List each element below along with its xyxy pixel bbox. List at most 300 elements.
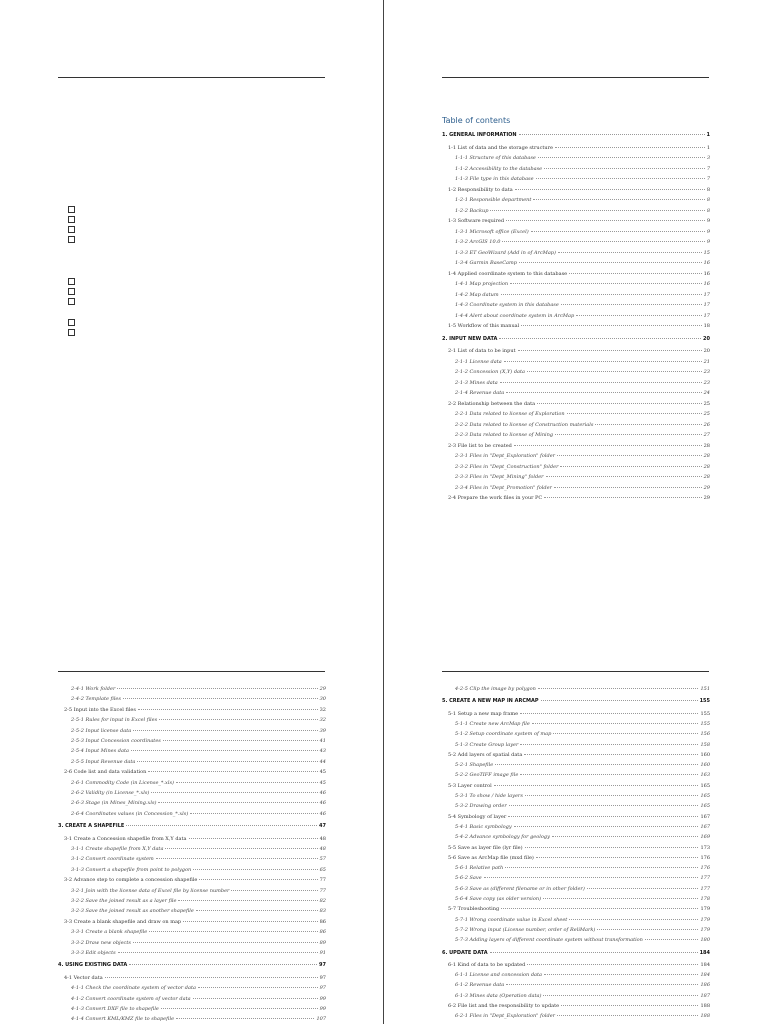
toc-entry-page: 89	[319, 939, 326, 946]
toc-entry-page: 184	[699, 949, 710, 956]
toc-entry-page: 25	[703, 411, 710, 417]
toc-dot-leader	[500, 382, 702, 383]
page-divider-vertical	[383, 0, 384, 1024]
toc-entry	[448, 218, 710, 224]
toc-entry	[455, 793, 710, 799]
toc-dot-leader	[183, 921, 317, 922]
toc-dot-leader	[536, 857, 699, 858]
toc-entry	[71, 1016, 326, 1022]
toc-dot-leader	[138, 709, 318, 710]
toc-entry	[455, 762, 710, 768]
toc-entry	[71, 738, 326, 744]
toc-entry-title: 3-1-3 Convert a shapefile from point to polygon	[71, 866, 192, 873]
toc-entry-page: 29	[703, 484, 710, 491]
toc-dot-leader	[519, 262, 702, 263]
toc-dot-leader	[561, 1005, 698, 1006]
toc-entry-title: 4-1-1 Check the coordinate system of vector data	[71, 985, 196, 992]
toc-entry	[455, 686, 710, 692]
toc-dot-leader	[536, 178, 705, 179]
toc-entry-title: 2. INPUT NEW DATA	[442, 335, 498, 342]
toc-entry	[64, 975, 326, 981]
toc-entry-title: 5-6-1 Relative path	[455, 865, 504, 872]
toc-entry-title: 2-3-2 Files in "Dept_Construction" folder	[455, 463, 559, 470]
toc-entry-page: 16	[703, 281, 710, 287]
toc-entry-title: 3-1 Create a Concession shapefile from X,Y data	[64, 835, 187, 842]
toc-entry	[448, 323, 710, 329]
toc-entry	[448, 783, 710, 789]
toc-entry-title: 3-2 Advance step to complete a concession shapefile	[64, 877, 198, 884]
toc-entry	[455, 993, 710, 999]
toc-entry-title: 2-5-2 Input license data	[71, 727, 132, 734]
toc-entry	[71, 759, 326, 765]
toc-dot-leader	[527, 371, 702, 372]
toc-dot-leader	[198, 987, 318, 988]
toc-entry	[64, 707, 326, 713]
toc-entry	[71, 908, 326, 914]
toc-entry-page: 99	[319, 995, 326, 1002]
toc-entry-title: 5-2-1 Shapefile	[455, 762, 494, 769]
toc-dot-leader	[105, 977, 318, 978]
toc-title: Table of contents	[442, 116, 511, 125]
toc-entry	[448, 711, 710, 717]
toc-entry-title: 1-3-4 Garmin BaseCamp	[455, 260, 517, 266]
toc-dot-leader	[148, 771, 317, 772]
toc-entry-page: 3	[706, 155, 710, 161]
toc-dot-leader	[176, 1018, 314, 1019]
toc-entry-page: 28	[703, 453, 710, 459]
toc-entry-page: 1	[706, 144, 710, 151]
toc-entry-title: 5. CREATE A NEW MAP IN ARCMAP	[442, 698, 539, 705]
toc-entry	[448, 348, 710, 354]
toc-entry	[448, 845, 710, 851]
toc-entry	[71, 748, 326, 754]
toc-entry-title: 2-6-2 Validity (in License_*.xls)	[71, 790, 150, 796]
toc-entry-title: 4-1-3 Convert DXF file to shapefile	[71, 1006, 159, 1012]
toc-entry	[455, 260, 710, 266]
toc-entry-page: 20	[703, 348, 710, 354]
toc-dot-leader	[553, 733, 698, 734]
toc-dot-leader	[506, 392, 701, 393]
toc-entry	[455, 292, 710, 298]
toc-entry	[448, 187, 710, 193]
toc-entry-title: 4-2-5 Clip the image by polygon	[455, 686, 536, 692]
toc-entry-title: 2-4 Prepare the work files in your PC	[448, 495, 543, 501]
toc-dot-leader	[502, 241, 704, 242]
toc-entry-page: 165	[700, 782, 710, 789]
toc-entry	[455, 485, 710, 491]
toc-dot-leader	[504, 361, 702, 362]
toc-entry-page: 167	[700, 823, 710, 830]
toc-entry-title: 2-2 Relationship between the data	[448, 400, 536, 407]
toc-entry-title: 2-4-1 Work folder	[71, 686, 116, 692]
toc-entry	[455, 886, 710, 892]
toc-dot-leader	[193, 998, 318, 999]
toc-entry-title: 2-5-4 Input Mines data	[71, 748, 129, 755]
toc-entry-page: 17	[703, 291, 710, 298]
toc-entry	[64, 877, 326, 883]
toc-entry-title: 3-3-1 Create a blank shapefile	[71, 929, 148, 936]
toc-entry-page: 7	[706, 176, 710, 182]
toc-entry-title: 6-2 File list and the responsibility to update	[448, 1003, 560, 1009]
toc-entry	[455, 359, 710, 365]
toc-entry-page: 184	[700, 961, 710, 968]
toc-dot-leader	[557, 1015, 698, 1016]
toc-dot-leader	[149, 931, 317, 932]
toc-entry-title: 5-6-2 Save	[455, 875, 482, 882]
toc-dot-leader	[494, 785, 699, 786]
toc-entry-title: 3-2-3 Save the joined result as another shapefile	[71, 908, 194, 915]
toc-entry-title: 3-3-3 Edit objects	[71, 950, 116, 956]
toc-entry	[455, 721, 710, 727]
toc-entry	[455, 1013, 710, 1019]
page4-header-rule	[442, 671, 709, 672]
toc-entry	[71, 1006, 326, 1012]
toc-dot-leader	[587, 888, 699, 889]
toc-entry-page: 155	[700, 720, 710, 727]
toc-entry-title: 5-1-3 Create Group layer	[455, 741, 519, 748]
toc-dot-leader	[161, 1008, 318, 1009]
toc-entry	[71, 800, 326, 806]
toc-dot-leader	[561, 304, 702, 305]
toc-entry-page: 91	[319, 950, 326, 956]
toc-entry-title: 3-2-2 Save the joined result as a layer file	[71, 898, 177, 904]
toc-entry	[455, 390, 710, 396]
toc-entry-title: 5-7-1 Wrong coordinate value in Excel sheet	[455, 916, 568, 923]
toc-dot-leader	[537, 403, 702, 404]
toc-dot-leader	[544, 974, 698, 975]
toc-entry	[64, 836, 326, 842]
toc-entry	[455, 982, 710, 988]
toc-entry	[448, 271, 710, 277]
toc-entry-page: 23	[703, 369, 710, 375]
toc-entry-page: 9	[706, 228, 710, 235]
toc-dot-leader	[151, 792, 317, 793]
toc-entry-title: 3-1-1 Create shapefile from X,Y data	[71, 846, 164, 852]
toc-entry-title: 1-4 Applied coordinate system to this database	[448, 270, 568, 277]
toc-dot-leader	[538, 157, 705, 158]
toc-page-2	[442, 132, 710, 504]
toc-dot-leader	[544, 168, 705, 169]
toc-entry-title: 5-6-3 Save as (different filename or in other folder)	[455, 885, 585, 892]
toc-entry-page: 23	[703, 379, 710, 386]
toc-entry	[58, 823, 326, 829]
toc-entry-page: 44	[319, 758, 326, 765]
toc-page-4	[442, 686, 710, 1024]
toc-entry-title: 2-5-5 Input Revenue data	[71, 758, 136, 765]
toc-dot-leader	[533, 199, 704, 200]
toc-entry	[448, 443, 710, 449]
toc-entry	[448, 401, 710, 407]
toc-dot-leader	[117, 688, 317, 689]
toc-dot-leader	[546, 476, 702, 477]
checkbox-icon	[68, 236, 75, 243]
toc-entry-page: 28	[703, 474, 710, 480]
toc-dot-leader	[495, 764, 698, 765]
toc-entry-title: 2-1 List of data to be input	[448, 348, 516, 354]
toc-entry	[442, 132, 710, 138]
toc-entry-page: 28	[703, 442, 710, 449]
toc-entry-page: 65	[319, 866, 326, 873]
toc-entry-title: 5-1-2 Setup coordinate system of map	[455, 731, 552, 738]
toc-dot-leader	[193, 869, 317, 870]
toc-entry-title: 2-5-3 Input Concession coordinates	[71, 738, 161, 744]
toc-entry-title: 4. USING EXISTING DATA	[58, 962, 128, 969]
toc-entry-title: 5-7-2 Wrong input (License number, order of ReliMark)	[455, 926, 596, 933]
toc-entry-title: 5-7 Troubleshooting	[448, 906, 500, 913]
toc-entry	[71, 996, 326, 1002]
toc-dot-leader	[505, 867, 698, 868]
toc-entry-page: 15	[703, 249, 710, 256]
toc-entry	[455, 313, 710, 319]
toc-entry-title: 5-4 Symbology of layer	[448, 813, 507, 820]
toc-entry-title: 3. CREATE A SHAPEFILE	[58, 823, 125, 830]
toc-entry	[71, 898, 326, 904]
toc-dot-leader	[158, 802, 317, 803]
toc-entry	[455, 937, 710, 943]
toc-entry	[455, 972, 710, 978]
toc-entry-title: 1-3 Software required	[448, 218, 505, 224]
toc-entry-page: 158	[700, 741, 710, 748]
toc-entry-title: 1-3-3 ET GeoWizard (Add in of ArcMap)	[455, 249, 556, 256]
toc-entry-page: 77	[319, 887, 326, 894]
toc-dot-leader	[501, 908, 698, 909]
toc-entry-page: 107	[316, 1016, 326, 1023]
toc-dot-leader	[501, 294, 702, 295]
toc-entry-title: 2-3-4 Files in "Dept_Promotion" folder	[455, 484, 552, 491]
toc-entry-title: 5-5 Save as layer file (lyr file)	[448, 844, 523, 851]
toc-dot-leader	[490, 952, 698, 953]
toc-entry	[455, 824, 710, 830]
toc-entry-title: 1-2-2 Backup	[455, 207, 489, 214]
toc-dot-leader	[514, 826, 699, 827]
toc-entry-title: 1-1-2 Accessibility to the database	[455, 165, 543, 172]
toc-dot-leader	[126, 825, 317, 826]
toc-entry-title: 2-2-3 Data related to license of Mining	[455, 432, 554, 438]
toc-entry-title: 5-1 Setup a new map frame	[448, 710, 519, 717]
toc-dot-leader	[557, 455, 702, 456]
toc-dot-leader	[118, 952, 318, 953]
toc-entry-page: 57	[319, 856, 326, 863]
toc-entry-page: 160	[700, 751, 710, 758]
toc-entry-title: 2-3-1 Files in "Dept_Exploration" folder	[455, 453, 556, 459]
toc-entry-title: 2-6 Code list and data validation	[64, 769, 147, 776]
toc-entry	[64, 919, 326, 925]
toc-entry-page: 176	[700, 865, 710, 872]
toc-entry-page: 48	[319, 846, 326, 852]
checkbox-icon	[68, 329, 75, 336]
toc-entry-page: 9	[706, 218, 710, 224]
toc-dot-leader	[508, 816, 698, 817]
toc-entry	[71, 696, 326, 702]
toc-entry-page: 167	[700, 813, 710, 820]
toc-entry-title: 1-2 Responsibility to data	[448, 186, 513, 193]
toc-entry	[71, 780, 326, 786]
toc-entry	[455, 453, 710, 459]
toc-dot-leader	[515, 189, 705, 190]
toc-dot-leader	[543, 898, 698, 899]
toc-entry-title: 2-3-3 Files in "Dept_Mining" folder	[455, 474, 544, 480]
toc-entry	[455, 239, 710, 245]
toc-entry-page: 28	[703, 463, 710, 470]
toc-entry	[71, 856, 326, 862]
toc-entry	[455, 803, 710, 809]
toc-dot-leader	[189, 838, 318, 839]
toc-entry	[442, 336, 710, 342]
toc-entry	[455, 834, 710, 840]
toc-entry-page: 25	[703, 400, 710, 407]
toc-entry	[455, 865, 710, 871]
toc-entry	[71, 929, 326, 935]
toc-dot-leader	[196, 910, 318, 911]
toc-dot-leader	[506, 220, 705, 221]
toc-entry-page: 46	[319, 790, 326, 796]
toc-dot-leader	[527, 964, 698, 965]
toc-dot-leader	[520, 744, 698, 745]
toc-dot-leader	[133, 730, 317, 731]
toc-entry-title: 1-1-3 File type in this database	[455, 176, 534, 182]
checkbox-icon	[68, 288, 75, 295]
toc-entry-title: 1. GENERAL INFORMATION	[442, 132, 517, 138]
toc-entry	[455, 772, 710, 778]
toc-entry	[455, 875, 710, 881]
checkbox-icon	[68, 278, 75, 285]
toc-dot-leader	[595, 424, 701, 425]
toc-entry-title: 2-2-1 Data related to license of Exploration	[455, 411, 565, 417]
toc-dot-leader	[531, 231, 705, 232]
toc-dot-leader	[178, 900, 317, 901]
toc-entry-page: 187	[700, 992, 710, 999]
toc-entry-page: 169	[700, 834, 710, 841]
checkbox-icon	[68, 298, 75, 305]
toc-dot-leader	[543, 995, 698, 996]
checkbox-icon	[68, 226, 75, 233]
toc-entry-page: 82	[319, 898, 326, 904]
toc-entry-page: 160	[700, 762, 710, 769]
toc-entry	[455, 474, 710, 480]
toc-entry-page: 27	[703, 432, 710, 438]
toc-entry-page: 77	[319, 877, 326, 884]
toc-entry	[71, 846, 326, 852]
toc-entry-page: 39	[319, 727, 326, 734]
toc-entry-page: 16	[703, 270, 710, 277]
toc-entry-page: 43	[319, 748, 326, 755]
toc-entry-page: 1	[706, 132, 710, 138]
toc-entry-title: 3-3-2 Draw new objects	[71, 939, 131, 946]
toc-entry	[71, 950, 326, 956]
toc-dot-leader	[159, 719, 317, 720]
toc-dot-leader	[499, 338, 701, 339]
toc-entry	[455, 208, 710, 214]
toc-dot-leader	[554, 487, 702, 488]
toc-dot-leader	[525, 847, 699, 848]
page1-header-rule	[58, 77, 325, 78]
toc-entry-page: 180	[700, 937, 710, 944]
toc-entry	[71, 940, 326, 946]
toc-entry	[71, 985, 326, 991]
toc-entry-title: 5-2-2 GeoTIFF image file	[455, 772, 519, 779]
toc-entry	[448, 855, 710, 861]
toc-entry-page: 151	[700, 686, 710, 692]
toc-entry-page: 177	[700, 885, 710, 892]
toc-entry	[455, 166, 710, 172]
toc-entry-page: 9	[706, 239, 710, 245]
toc-entry-title: 2-5-1 Rules for input in Excel files	[71, 717, 158, 724]
toc-entry-page: 45	[319, 769, 326, 776]
toc-entry	[455, 176, 710, 182]
toc-dot-leader	[544, 497, 701, 498]
toc-dot-leader	[506, 984, 698, 985]
toc-entry-title: 3-3 Create a blank shapefile and draw on map	[64, 918, 182, 925]
toc-entry-title: 5-4-1 Basic symbology	[455, 823, 512, 830]
toc-entry-title: 1-3-2 ArcGIS 10.0	[455, 239, 501, 245]
toc-dot-leader	[521, 325, 701, 326]
toc-dot-leader	[514, 445, 702, 446]
toc-entry-page: 29	[319, 686, 326, 692]
toc-entry-title: 6-1-3 Mines data (Operation data)	[455, 992, 542, 999]
toc-entry-page: 41	[319, 738, 326, 744]
toc-entry-title: 2-6-1 Commodity Code (in License_*.xls)	[71, 779, 174, 786]
toc-dot-leader	[645, 939, 699, 940]
toc-dot-leader	[520, 774, 698, 775]
toc-entry	[455, 464, 710, 470]
toc-entry-page: 29	[703, 495, 710, 501]
page2-header-rule	[442, 77, 709, 78]
toc-entry-page: 97	[319, 962, 326, 969]
toc-entry	[58, 962, 326, 968]
toc-entry-page: 30	[319, 696, 326, 703]
toc-entry-title: 6-1-1 License and concession data	[455, 972, 543, 979]
toc-entry-title: 6. UPDATE DATA	[442, 949, 488, 956]
toc-entry-title: 2-2-2 Data related to license of Construction materials	[455, 421, 594, 428]
toc-entry-page: 26	[703, 421, 710, 428]
toc-dot-leader	[129, 964, 317, 965]
toc-entry	[442, 950, 710, 956]
toc-dot-leader	[525, 795, 699, 796]
toc-entry-title: 1-4-4 Alert about coordinate system in ArcMap	[455, 312, 575, 319]
toc-entry-title: 1-5 Workflow of this manual	[448, 323, 520, 329]
toc-entry-title: 6-2-1 Files in "Dept_Exploration" folder	[455, 1013, 556, 1020]
toc-entry	[71, 790, 326, 796]
toc-entry-title: 6-1 Kind of data to be updated	[448, 961, 526, 968]
toc-dot-leader	[552, 836, 699, 837]
toc-entry-page: 179	[700, 916, 710, 923]
toc-entry-page: 173	[700, 844, 710, 851]
toc-entry-title: 5-6 Save as ArcMap file (mxd file)	[448, 854, 534, 861]
toc-dot-leader	[555, 147, 705, 148]
toc-dot-leader	[190, 813, 317, 814]
toc-entry-title: 5-3-1 To show / hide layers	[455, 793, 523, 799]
toc-entry-title: 2-4-2 Template files	[71, 696, 121, 703]
toc-entry	[455, 302, 710, 308]
toc-dot-leader	[519, 134, 705, 135]
toc-dot-leader	[176, 782, 318, 783]
toc-entry-title: 1-4-3 Coordinate system in this database	[455, 302, 559, 308]
toc-dot-leader	[524, 754, 698, 755]
toc-entry-page: 176	[700, 854, 710, 861]
page3-header-rule	[58, 671, 325, 672]
toc-entry	[442, 698, 710, 704]
toc-dot-leader	[532, 723, 699, 724]
toc-entry-title: 2-6-4 Coordinates values (in Concession_*.xls)	[71, 810, 189, 817]
toc-dot-leader	[123, 698, 318, 699]
toc-dot-leader	[541, 700, 698, 701]
toc-entry	[448, 752, 710, 758]
toc-entry	[448, 495, 710, 501]
toc-dot-leader	[560, 466, 701, 467]
toc-entry-page: 17	[703, 312, 710, 319]
toc-entry-page: 17	[703, 302, 710, 308]
toc-entry-page: 8	[706, 186, 710, 193]
